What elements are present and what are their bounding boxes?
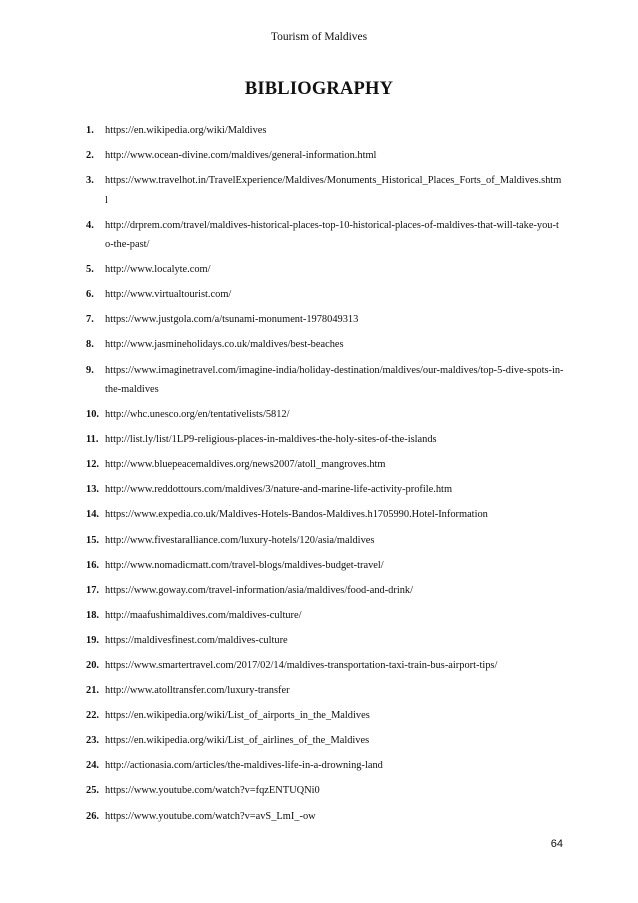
- entry-number: 14.: [86, 509, 99, 521]
- entry-number: 26.: [86, 810, 99, 822]
- entry-url: http://actionasia.com/articles/the-maldives-life-in-a-drowning-land: [105, 760, 383, 772]
- entry-url: https://www.youtube.com/watch?v=avS_LmI_-ow: [105, 810, 316, 822]
- bibliography-entry: [86, 706, 564, 725]
- entry-number: 12.: [86, 459, 99, 471]
- entry-number: 3.: [86, 175, 94, 187]
- entry-url: https://www.expedia.co.uk/Maldives-Hotels-Bandos-Maldives.h1705990.Hotel-Information: [105, 509, 488, 521]
- bibliography-entry: [86, 656, 564, 675]
- bibliography-entry: [86, 310, 564, 329]
- entry-number: 24.: [86, 760, 99, 772]
- bibliography-entry: [86, 260, 564, 279]
- page-number: 64: [550, 838, 563, 850]
- entry-number: 8.: [86, 339, 94, 351]
- bibliography-entry: [86, 606, 564, 625]
- bibliography-entry: [86, 285, 564, 304]
- entry-number: 25.: [86, 785, 99, 797]
- entry-url: http://www.jasmineholidays.co.uk/maldives/best-beaches: [105, 339, 344, 351]
- entry-number: 10.: [86, 409, 99, 421]
- entry-url: http://maafushimaldives.com/maldives-culture/: [105, 609, 302, 621]
- bibliography-entry: [86, 505, 564, 524]
- bibliography-entry: [86, 631, 564, 650]
- entry-number: 22.: [86, 710, 99, 722]
- bibliography-list: [86, 121, 564, 832]
- entry-url: https://en.wikipedia.org/wiki/Maldives: [105, 125, 267, 136]
- bibliography-entry: [86, 480, 564, 499]
- bibliography-entry: [86, 171, 564, 210]
- entry-url: http://list.ly/list/1LP9-religious-places-in-maldives-the-holy-sites-of-the-islands: [105, 434, 437, 446]
- entry-url: http://www.bluepeacemaldives.org/news2007/atoll_mangroves.htm: [105, 459, 386, 471]
- bibliography-entry: [86, 556, 564, 575]
- entry-number: 6.: [86, 289, 94, 301]
- entry-number: 13.: [86, 484, 99, 496]
- entry-url: https://www.youtube.com/watch?v=fqzENTUQNi0: [105, 785, 320, 797]
- entry-url: https://maldivesfinest.com/maldives-culture: [105, 634, 288, 646]
- entry-url: http://www.ocean-divine.com/maldives/general-information.html: [105, 150, 377, 162]
- entry-url: https://en.wikipedia.org/wiki/List_of_airlines_of_the_Maldives: [105, 735, 370, 747]
- entry-url: http://www.reddottours.com/maldives/3/nature-and-marine-life-activity-profile.htm: [105, 484, 453, 496]
- entry-number: 18.: [86, 609, 99, 621]
- bibliography-entry: [86, 581, 564, 600]
- entry-url: http://www.fivestaralliance.com/luxury-hotels/120/asia/maldives: [105, 534, 375, 546]
- entry-number: 11.: [86, 434, 99, 446]
- entry-number: 23.: [86, 735, 99, 747]
- bibliography-entry: [86, 531, 564, 550]
- entry-number: 4.: [86, 219, 94, 231]
- bibliography-entry: [86, 361, 564, 400]
- bibliography-entry: [86, 216, 564, 255]
- entry-url: http://www.virtualtourist.com/: [105, 289, 232, 301]
- bibliography-entry: [86, 781, 564, 800]
- entry-number: 19.: [86, 634, 99, 646]
- entry-url: https://www.smartertravel.com/2017/02/14/maldives-transportation-taxi-train-bus-airport-tips/: [105, 660, 498, 671]
- entry-number: 20.: [86, 660, 99, 671]
- entry-url: https://www.travelhot.in/TravelExperience/Maldives/Monuments_Historical_Places_Forts_of_Maldives.shtml: [105, 175, 562, 206]
- entry-number: 15.: [86, 534, 99, 546]
- entry-number: 5.: [86, 264, 94, 276]
- bibliography-entry: [86, 146, 564, 165]
- entry-url: https://www.justgola.com/a/tsunami-monument-1978049313: [105, 314, 359, 326]
- bibliography-entry: [86, 405, 564, 424]
- entry-number: 7.: [86, 314, 94, 326]
- bibliography-entry: [86, 121, 564, 140]
- entry-url: http://www.atolltransfer.com/luxury-transfer: [105, 685, 290, 697]
- entry-url: https://www.imaginetravel.com/imagine-india/holiday-destination/maldives/our-maldives/top-5-dive-spots-in-the-maldives: [105, 364, 564, 395]
- bibliography-entry: [86, 807, 564, 826]
- entry-number: 21.: [86, 685, 99, 697]
- entry-number: 9.: [86, 364, 94, 376]
- entry-url: https://en.wikipedia.org/wiki/List_of_airports_in_the_Maldives: [105, 710, 370, 722]
- bibliography-entry: [86, 430, 564, 449]
- bibliography-entry: [86, 756, 564, 775]
- entry-url: https://www.goway.com/travel-information/asia/maldives/food-and-drink/: [105, 584, 413, 596]
- bibliography-entry: [86, 681, 564, 700]
- entry-url: http://www.nomadicmatt.com/travel-blogs/maldives-budget-travel/: [105, 559, 384, 571]
- bibliography-entry: [86, 455, 564, 474]
- bibliography-entry: [86, 335, 564, 354]
- entry-number: 2.: [86, 150, 94, 162]
- entry-number: 16.: [86, 559, 99, 571]
- entry-url: http://whc.unesco.org/en/tentativelists/5812/: [105, 409, 290, 421]
- entry-number: 17.: [86, 584, 99, 596]
- entry-url: http://www.localyte.com/: [105, 264, 211, 276]
- entry-url: http://drprem.com/travel/maldives-historical-places-top-10-historical-places-of-maldives-that-will-take-you-to-the-past/: [105, 219, 559, 251]
- page-title: BIBLIOGRAPHY: [244, 79, 394, 99]
- entry-number: 1.: [86, 125, 94, 136]
- running-header: Tourism of Maldives: [270, 31, 368, 43]
- bibliography-entry: [86, 731, 564, 750]
